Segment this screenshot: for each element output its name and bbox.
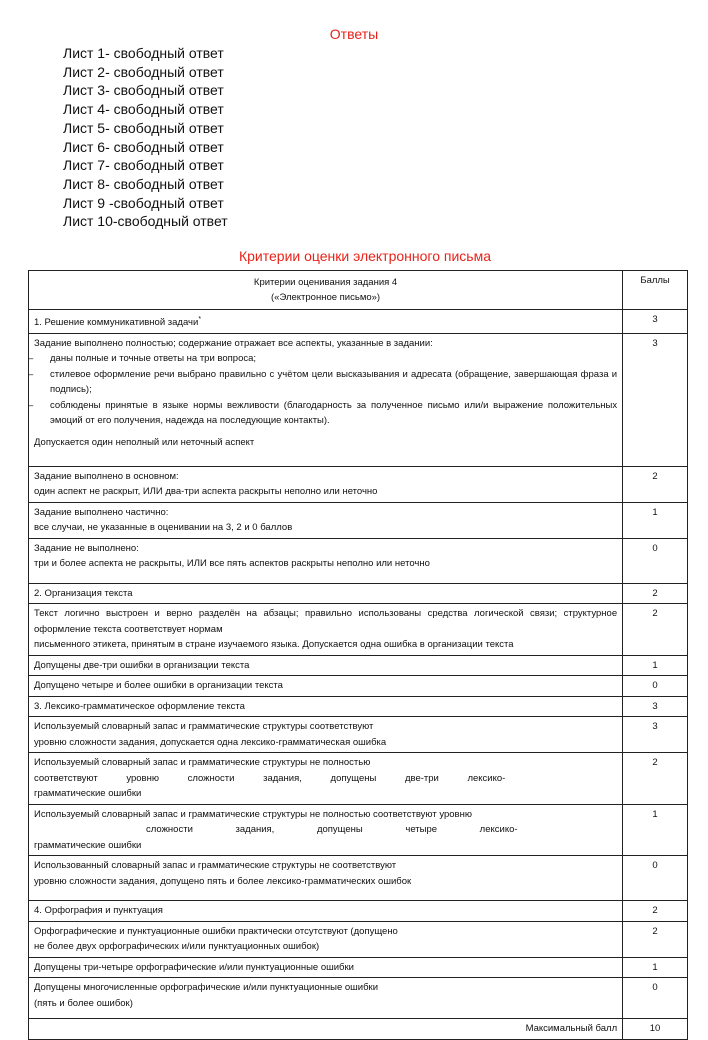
criterion-cell [29, 856, 623, 901]
score-cell: 2 [623, 604, 688, 656]
header-line: Критерии оценивания задания 4 [253, 276, 398, 288]
criterion-text: Текст логично выстроен и верно разделён на абзацы; правильно использованы средства логической связи; структурное оформление текста соответствует нормам [34, 608, 618, 635]
table-header-row [29, 271, 688, 310]
criteria-header [29, 271, 623, 310]
criterion-text: (пять и более ошибок) [34, 997, 133, 1009]
answer-item: Лист 7- свободный ответ [63, 157, 224, 174]
section-title: 2. Организация текста [29, 583, 623, 604]
table-row [29, 583, 688, 604]
score-cell: 2 [623, 753, 688, 805]
section-title-text: 1. Решение коммуникативной задачи [34, 317, 199, 329]
bullet-text: даны полные и точные ответы на три вопроса; [50, 353, 257, 365]
criterion-cell [29, 333, 623, 466]
score-cell: 2 [623, 583, 688, 604]
answer-item: Лист 6- свободный ответ [63, 138, 224, 155]
score-cell: 0 [623, 676, 688, 697]
criterion-cell [29, 804, 623, 856]
table-row [29, 538, 688, 583]
score-cell: 3 [623, 696, 688, 717]
criterion-cell: Допущены три-четыре орфографические и/или пунктуационные ошибки [29, 957, 623, 978]
score-cell: 0 [623, 538, 688, 583]
table-row [29, 753, 688, 805]
dash-icon: – [28, 353, 34, 365]
max-score-value: 10 [623, 1019, 688, 1040]
criterion-text: не более двух орфографических и/или пунктуационных ошибок) [34, 941, 320, 953]
criterion-text: уровню сложности задания, допущено пять и более лексико-грамматических ошибок [34, 875, 412, 887]
table-row [29, 696, 688, 717]
table-row [29, 921, 688, 957]
dash-icon: – [28, 368, 34, 380]
table-row [29, 978, 688, 1019]
answer-item: Лист 2- свободный ответ [63, 63, 224, 80]
answer-item: Лист 3- свободный ответ [63, 82, 224, 99]
table-row [29, 676, 688, 697]
table-row [29, 502, 688, 538]
criterion-text: Задание не выполнено: [34, 542, 139, 554]
criterion-text: Используемый словарный запас и грамматические структуры соответствуют [34, 721, 374, 733]
criterion-cell [29, 538, 623, 583]
header-line: («Электронное письмо») [271, 292, 381, 303]
criteria-table [28, 270, 688, 1040]
criterion-text: письменного этикета, принятым в стране изучаемого языка. Допускается одна ошибка в организации текста [34, 639, 514, 651]
section-title: 3. Лексико-грамматическое оформление текста [29, 696, 623, 717]
criterion-cell [29, 466, 623, 502]
score-header: Баллы [623, 271, 688, 310]
answers-title: Ответы [329, 26, 379, 42]
bullet-item [28, 351, 617, 367]
table-row [29, 901, 688, 922]
table-row [29, 466, 688, 502]
criterion-text: соответствуют уровню сложности задания, допущены две-три лексико- [34, 772, 506, 784]
answer-item: Лист 10-свободный ответ [63, 213, 228, 230]
bullet-text: стилевое оформление речи выбрано правильно с учётом цели высказывания и адресата (обращение, завершающая фраза и подпись); [50, 368, 618, 396]
criterion-text: все случаи, не указанные в оценивании на 3, 2 и 0 баллов [34, 522, 293, 534]
table-row [29, 655, 688, 676]
criterion-text: грамматические ошибки [34, 788, 142, 800]
criterion-cell [29, 502, 623, 538]
bullet-text: соблюдены принятые в языке нормы вежливости (благодарность за полученное письмо или/и выражение положительных эмоций от его получения, надежда на последующие контакты). [50, 399, 618, 427]
criterion-text: Задание выполнено полностью; содержание отражает все аспекты, указанные в задании: [34, 337, 433, 349]
answers-list [63, 44, 228, 231]
criterion-text: Используемый словарный запас и грамматические структуры не полностью соответствуют уровню [34, 808, 472, 820]
criterion-text: Используемый словарный запас и грамматические структуры не полностью [34, 757, 371, 769]
max-score-label: Максимальный балл [29, 1019, 623, 1040]
score-cell: 1 [623, 804, 688, 856]
score-cell: 0 [623, 978, 688, 1019]
section-title: 4. Орфография и пунктуация [29, 901, 623, 922]
criterion-text: Задание выполнено частично: [34, 506, 169, 518]
score-cell: 3 [623, 717, 688, 753]
answer-item: Лист 1- свободный ответ [63, 45, 224, 61]
score-cell: 1 [623, 655, 688, 676]
criterion-text: Задание выполнено в основном: [34, 470, 179, 482]
score-cell: 2 [623, 921, 688, 957]
criterion-text: уровню сложности задания, допускается одна лексико-грамматическая ошибка [34, 736, 387, 748]
criterion-cell [29, 717, 623, 753]
bullet-item [28, 398, 618, 429]
answer-item: Лист 4- свободный ответ [63, 101, 224, 118]
criterion-text: грамматические ошибки [34, 839, 142, 851]
answer-item: Лист 9 -свободный ответ [63, 194, 224, 211]
score-cell: 3 [623, 310, 688, 334]
criterion-text: Допущены многочисленные орфографические и/или пунктуационные ошибки [34, 982, 379, 994]
criterion-cell: Допущены две-три ошибки в организации текста [29, 655, 623, 676]
criterion-text: один аспект не раскрыт, ИЛИ два-три аспекта раскрыты неполно или неточно [34, 486, 378, 498]
criteria-title: Критерии оценки электронного письма [238, 248, 491, 264]
table-row [29, 804, 688, 856]
table-row [29, 957, 688, 978]
score-cell: 3 [623, 333, 688, 466]
table-row [29, 310, 688, 334]
criterion-cell [29, 604, 623, 656]
table-total-row [29, 1019, 688, 1040]
table-row [29, 856, 688, 901]
score-cell: 1 [623, 502, 688, 538]
criterion-cell [29, 978, 623, 1019]
score-cell: 2 [623, 901, 688, 922]
dash-icon: – [28, 399, 34, 411]
footnote-mark: * [198, 316, 202, 323]
criterion-note: Допускается один неполный или неточный аспект [34, 436, 255, 448]
answer-item: Лист 8- свободный ответ [63, 175, 224, 192]
table-row [29, 717, 688, 753]
score-cell: 2 [623, 466, 688, 502]
answer-item: Лист 5- свободный ответ [63, 119, 224, 136]
criterion-text: Использованный словарный запас и грамматические структуры не соответствуют [34, 860, 397, 872]
criterion-text: сложности задания, допущены четыре лексико- [146, 824, 518, 836]
criterion-cell [29, 753, 623, 805]
section-title [29, 310, 623, 334]
criterion-text: три и более аспекта не раскрыты, ИЛИ все пять аспектов раскрыты неполно или неточно [34, 558, 430, 570]
table-row [29, 604, 688, 656]
score-cell: 0 [623, 856, 688, 901]
criterion-text: Орфографические и пунктуационные ошибки практически отсутствуют (допущено [34, 925, 398, 937]
criterion-cell: Допущено четыре и более ошибки в организации текста [29, 676, 623, 697]
score-cell: 1 [623, 957, 688, 978]
criterion-cell [29, 921, 623, 957]
table-row [29, 333, 688, 466]
bullet-item [28, 367, 618, 398]
